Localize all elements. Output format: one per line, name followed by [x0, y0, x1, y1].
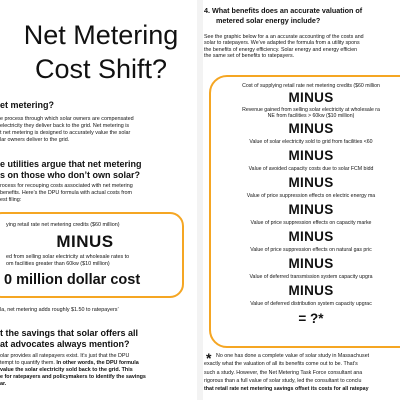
title-line-2: Cost Shift? [34, 54, 168, 84]
intro-line: solar to ratepayers. We’ve adapted the formula from a utility spons [204, 40, 360, 47]
q4-heading-line-1: 4. What benefits does an accurate valuation of [204, 6, 363, 15]
question-2-body [0, 183, 133, 204]
minus-label: MINUS [288, 175, 334, 190]
footnote-line: rigorous than a full value of solar study, led the consultant to conclu [204, 377, 362, 384]
q2-heading-line-2: s on those who don’t own solar? [0, 170, 140, 180]
formula-result: 0 million dollar cost [4, 272, 141, 288]
q3-line: e for ratepayers and policymakers to identify the savings [0, 373, 146, 380]
benefit-item: Value of deferred distribution system capacity upgrac [250, 301, 372, 307]
q1-line: e process through which solar owners are compensated [0, 116, 134, 122]
benefit-item: Value of deferred transmission system capacity upgra [249, 274, 373, 280]
benefit-item: Value of price suppression effects on electric energy ma [246, 193, 376, 199]
title-line-1: Net Metering [23, 20, 179, 50]
minus-label: MINUS [288, 90, 334, 105]
right-page [200, 0, 400, 400]
intro-paragraph [204, 34, 400, 60]
footnote-line: that retail rate net metering savings offset its costs for all ratepay [204, 386, 369, 393]
q3-line: ar. [0, 380, 7, 387]
footnote-line: such a study. However, the Net Metering Task Force consultant ana [204, 369, 363, 376]
minus-label: MINUS [288, 283, 334, 298]
footnote-asterisk: * [206, 350, 212, 366]
after-box-text: la, net metering adds roughly $1.50 to ratepayers’ [0, 307, 119, 313]
benefit-item: Cost of supplying retail rate net metering credits ($60 million [242, 83, 380, 89]
question-2-heading [0, 159, 142, 181]
formula-line-revenue: ed from selling solar electricity at wholesale rates to [6, 254, 130, 260]
q1-line: t net metering is designed to accurately value the solar [0, 129, 131, 136]
benefit-item: Value of avoided capacity costs due to solar FCM bidd [248, 166, 374, 172]
question-1-heading: et metering? [0, 100, 55, 110]
benefit-item: Revenue gained from selling solar electricity at wholesale ra [242, 107, 380, 113]
q3-heading-line-1: t the savings that solar offers all [0, 328, 139, 338]
benefits-formula-box [209, 75, 400, 348]
q3-line: olar provides all ratepayers exist. It’s just that the DPU [0, 353, 130, 359]
question-3-body [0, 353, 146, 388]
footnote-line: No one has done a complete value of solar study in Massachuset [216, 353, 370, 359]
q2-line: rocess for recouping costs associated with net metering [0, 183, 133, 189]
q3-line: value the solar electricity sold back to the grid. This [0, 366, 133, 373]
footnote-paragraph [204, 352, 400, 393]
benefit-item: Value of price suppression effects on natural gas pric [250, 247, 372, 253]
q1-line: lar owners deliver to the grid. [0, 136, 70, 143]
q2-line: benefits. Here’s the DPU formula with actual costs from [0, 189, 133, 196]
question-4-heading [204, 6, 400, 25]
intro-line: the benefits of energy efficiency. Solar energy and energy efficien [204, 46, 358, 53]
result-unknown: = ?* [298, 311, 324, 326]
formula-line-facilities: om facilities greater than 60kw ($10 million) [6, 261, 110, 267]
footnote-line: exactly what the valuation of all its benefits come out to be. That’s [204, 361, 358, 368]
q3-line [0, 360, 146, 367]
q3-line-part-bold: In other words, the DPU formula [56, 359, 139, 366]
minus-label: MINUS [56, 232, 114, 251]
minus-label: MINUS [288, 202, 334, 217]
benefit-item: Value of solar electricity sold to grid from facilities <60 [249, 139, 373, 145]
minus-label: MINUS [288, 148, 334, 163]
q4-heading-line-2: metered solar energy include? [216, 15, 321, 25]
intro-line: the same set of benefits to ratepayers. [204, 53, 295, 60]
intro-line: See the graphic below for a an accurate accounting of the costs and [204, 34, 364, 40]
minus-label: MINUS [288, 256, 334, 271]
question-3-heading [0, 328, 138, 350]
q2-line: est filing: [0, 196, 22, 203]
q1-line: electricity they deliver back to the grid. Net metering is [0, 122, 130, 129]
q2-heading-line-1: e utilities argue that net metering [0, 159, 142, 169]
page-title [0, 18, 200, 86]
question-1-body [0, 116, 134, 144]
dpu-formula-box [0, 212, 184, 298]
q3-heading-line-2: at advocates always mention? [0, 339, 130, 349]
benefit-item: Value of price suppression effects on capacity marke [250, 220, 372, 226]
minus-label: MINUS [288, 229, 334, 244]
minus-label: MINUS [288, 121, 334, 136]
q3-line-part-normal: tempt to quantify them. [0, 359, 57, 366]
benefit-item-continued: NE from facilities > 60kw ($10 million) [267, 113, 355, 119]
formula-line-credits: ying retail rate net metering credits ($60 million) [6, 222, 120, 228]
